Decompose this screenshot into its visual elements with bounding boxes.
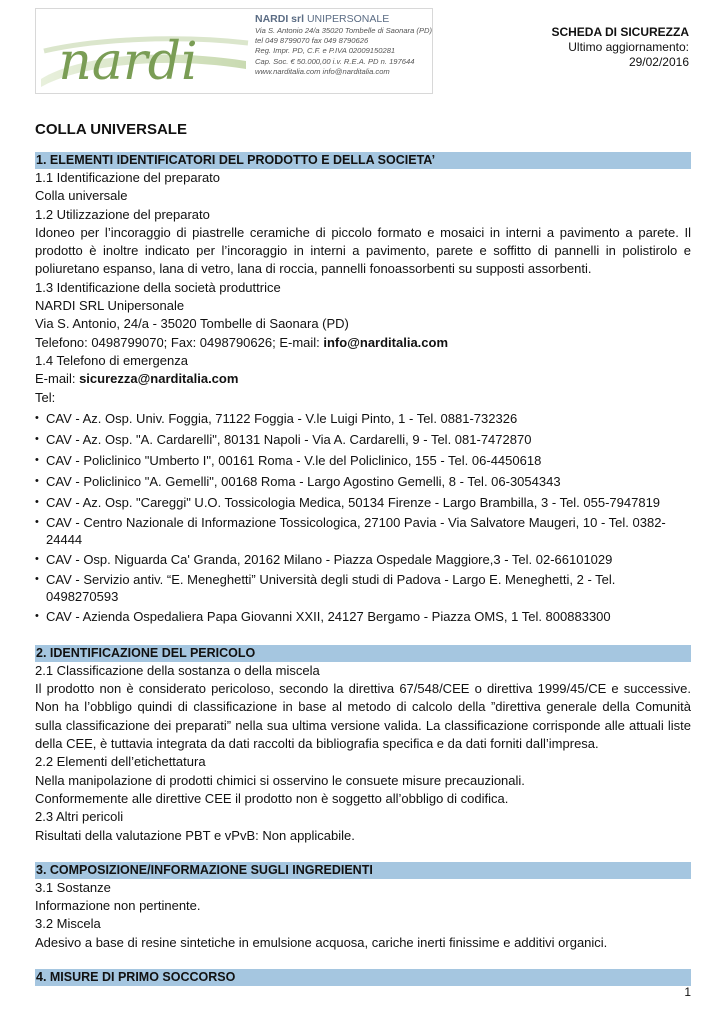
list-item: • CAV - Centro Nazionale di Informazione Tossicologica, 27100 Pavia - Via Salvatore Maugeri, 10 - Tel. 0382-24444 [35,514,691,548]
update-date: 29/02/2016 [628,55,689,69]
info-email-link[interactable]: info@narditalia.com [323,334,449,350]
list-item: • CAV - Az. Osp. "Careggi" U.O. Tossicologia Medica, 50134 Firenze - Largo Brambilla, 3 - Tel. 055-7947819 [35,493,691,512]
s1-line: 1.2 Utilizzazione del preparato [35,206,210,222]
list-item: • CAV - Servizio antiv. “E. Meneghetti” Università degli studi di Padova - Largo E. Meneghetti, 2 - Tel. 0498270593 [35,571,691,605]
s2-paragraph: Il prodotto non è considerato pericoloso, secondo la direttiva 67/548/CEE o direttiva 1999/45/CE e successive. Non ha l’obbligo quindi di classificazione in base al metodo di calcolo della ”direttiva generale della Comunità sulla classificazione dei preparati” nella sua ultima versione valida. La classificazione corrisponde alle attuali liste della CEE, è tuttavia integrata da dati raccolti da bibliografia specifica e da dati forniti dall’impresa. [35,681,691,752]
s1-line: 1.1 Identificazione del preparato [35,170,221,185]
company-suffix: UNIPERSONALE [306,13,390,25]
s2-line: 2.3 Altri pericoli [35,809,124,825]
emergency-centers-list [35,409,691,626]
s2-line: Nella manipolazione di prodotti chimici si osservino le consuete misure precauzionali. [35,772,525,788]
section-4-heading: 4. MISURE DI PRIMO SOCCORSO [35,969,691,986]
s1-line: Tel: [35,389,56,405]
company-web: www.narditalia.com info@narditalia.com [255,66,390,76]
section-3-heading: 3. COMPOSIZIONE/INFORMAZIONE SUGLI INGREDIENTI [35,862,691,879]
list-item: • CAV - Azienda Ospedaliera Papa Giovanni XXII, 24127 Bergamo - Piazza OMS, 1 Tel. 800883300 [35,607,691,626]
company-capital: Cap. Soc. € 50.000,00 i.v. R.E.A. PD n. 197644 [255,56,415,66]
brand-wordmark: nardi [58,32,198,92]
s3-line: Adesivo a base di resine sintetiche in emulsione acquosa, cariche inerti finissime e additivi organici. [35,934,608,950]
document-type: SCHEDA DI SICUREZZA [551,25,689,39]
s3-line: Informazione non pertinente. [35,898,201,914]
list-item: • CAV - Az. Osp. Univ. Foggia, 71122 Foggia - V.le Luigi Pinto, 1 - Tel. 0881-732326 [35,409,691,428]
product-title: COLLA UNIVERSALE [35,121,187,138]
s1-line: 1.3 Identificazione della società produttrice [35,279,281,295]
company-address: Via S. Antonio 24/a 35020 Tombelle di Saonara (PD) [255,26,433,35]
s1-line: 1.4 Telefono di emergenza [35,352,188,368]
list-item: • CAV - Az. Osp. "A. Cardarelli", 80131 Napoli - Via A. Cardarelli, 9 - Tel. 081-7472870 [35,430,691,449]
s1-line: Colla universale [35,188,128,204]
nardi-logo-icon [36,9,251,93]
company-phone: tel 049 8799070 fax 049 8790626 [255,36,369,46]
page-number: 1 [684,985,691,999]
company-name: NARDI srl [255,13,305,25]
s2-line: 2.1 Classificazione della sostanza o della miscela [35,662,320,678]
s3-line: 3.2 Miscela [35,916,101,932]
document-header [551,25,689,70]
update-label: Ultimo aggiornamento: [568,40,689,54]
list-item: • CAV - Policlinico "A. Gemelli", 00168 Roma - Largo Agostino Gemelli, 8 - Tel. 06-3054343 [35,472,691,491]
s2-line: Risultati della valutazione PBT e vPvB: Non applicabile. [35,827,355,843]
company-registration: Reg. Impr. PD, C.F. e P.IVA 02009150281 [255,46,396,56]
emergency-email-line: E-mail: sicurezza@narditalia.com [35,371,239,387]
list-item: • CAV - Osp. Niguarda Ca' Granda, 20162 Milano - Piazza Ospedale Maggiore,3 - Tel. 02-66101029 [35,550,691,569]
safety-email-link[interactable]: sicurezza@narditalia.com [79,371,239,387]
section-2-heading: 2. IDENTIFICAZIONE DEL PERICOLO [35,645,691,662]
list-item: • CAV - Policlinico "Umberto I", 00161 Roma - V.le del Policlinico, 155 - Tel. 06-4450618 [35,451,691,470]
document-body [35,152,691,986]
s1-line: Via S. Antonio, 24/a - 35020 Tombelle di Saonara (PD) [35,316,349,332]
s3-line: 3.1 Sostanze [35,879,111,895]
contact-line: Telefono: 0498799070; Fax: 0498790626; E-mail: info@narditalia.com [35,334,449,350]
company-logo [35,8,433,94]
s2-line: 2.2 Elementi dell’etichettatura [35,754,206,770]
company-info [255,13,432,77]
s1-line: NARDI SRL Unipersonale [35,298,185,314]
s2-line: Conformemente alle direttive CEE il prodotto non è soggetto all’obbligo di codifica. [35,790,509,806]
section-1-heading: 1. ELEMENTI IDENTIFICATORI DEL PRODOTTO E DELLA SOCIETA’ [35,152,691,169]
s1-paragraph: Idoneo per l’incoraggio di piastrelle ceramiche di piccolo formato e mosaici in interni a pavimento a parete. Il prodotto è inoltre indicato per l’incoraggio in interni a pavimento, parete e soffitto di pannelli in polistirolo e poliuretano espanso, lana di vetro, lana di roccia, pannelli fonoassorbenti su supposti assorbenti. [35,224,691,277]
